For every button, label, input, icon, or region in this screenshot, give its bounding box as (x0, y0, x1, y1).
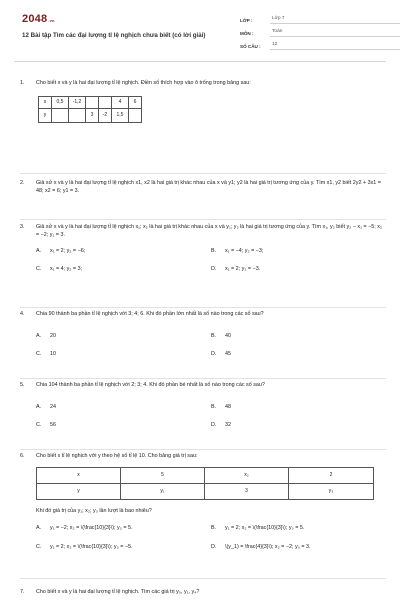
table-cell: 3 (86, 108, 99, 122)
option-d[interactable]: D. \(y_1) = \frac{4}{3}\); x₂ = −2; y₃ = 3. (211, 543, 311, 550)
option-d[interactable]: D. 32 (211, 422, 231, 429)
question-count-value: 12 (270, 42, 400, 50)
question-6 (20, 453, 386, 579)
option-b[interactable]: B. 48 (211, 403, 231, 410)
question-text: Chia 104 thành ba phần tỉ lệ nghịch với 2; 3; 4. Khi đó phần bé nhất là số nào trong các số sau? (36, 382, 265, 388)
table-cell: 1,5 (112, 108, 129, 122)
class-label: LỚP : (240, 17, 253, 23)
question-3 (20, 224, 386, 308)
document-header (14, 0, 386, 62)
table-cell: 3 (205, 483, 289, 499)
question-5 (20, 382, 386, 450)
table-cell: 5 (121, 467, 205, 483)
table-cell: 2 (289, 467, 374, 483)
subject-value: Toán (270, 29, 400, 37)
question-7 (20, 589, 386, 600)
question-2 (20, 180, 386, 220)
option-b[interactable]: B. x₁ = −4; y₂ = −3; (211, 247, 264, 254)
table-cell: y (37, 483, 121, 499)
option-a[interactable]: A. 24 (36, 403, 56, 410)
option-a[interactable]: A. x₁ = 2; y₂ = −6; (36, 247, 86, 254)
table-cell: 4 (112, 96, 129, 108)
answer-options (36, 248, 386, 274)
table-cell (69, 108, 86, 122)
table-cell: -2 (99, 108, 112, 122)
option-c[interactable]: C. 10 (36, 351, 56, 358)
value-table (36, 467, 374, 500)
question-text: Cho biết x tỉ lệ nghịch với y theo hệ số tỉ lệ 10. Cho bảng giá trị sau: (36, 453, 198, 459)
table-cell: y₁ (121, 483, 205, 499)
option-d[interactable]: D. 45 (211, 351, 231, 358)
table-cell (52, 108, 69, 122)
option-c[interactable]: C. 56 (36, 422, 56, 429)
subject-label: MÔN : (240, 30, 254, 36)
table-cell (129, 108, 142, 122)
answer-options (36, 333, 386, 359)
question-number: 5. (20, 382, 25, 388)
option-d[interactable]: D. x₁ = 2; y₂ = −3. (211, 265, 261, 272)
question-text: Chia 90 thành ba phần tỉ lệ nghịch với 3; 4; 6. Khi đó phần lớn nhất là số nào trong các số sau? (36, 311, 264, 317)
option-b[interactable]: B. 40 (211, 332, 231, 339)
answer-options (36, 525, 386, 552)
table-cell: x (37, 467, 121, 483)
table-cell: 6 (129, 96, 142, 108)
table-cell (86, 96, 99, 108)
table-row-y (39, 108, 142, 122)
table-cell (99, 96, 112, 108)
site-logo[interactable]: 2048.vn (22, 13, 55, 25)
question-number: 6. (20, 453, 25, 459)
question-number: 3. (20, 224, 25, 230)
question-text: Cho biết x và y là hai đại lượng tỉ lệ nghịch. Tìm các giá trị y₀, y₁, y₄? (36, 589, 200, 595)
question-number: 7. (20, 589, 25, 595)
question-number: 1. (20, 80, 25, 86)
table-row-y (37, 483, 374, 499)
table-cell: y₃ (289, 483, 374, 499)
value-table (38, 96, 142, 123)
table-cell: 0,5 (52, 96, 69, 108)
question-number: 4. (20, 311, 25, 317)
question-followup: Khi đó giá trị của y₁; x₂; y₃ lần lượt là bao nhiêu? (36, 507, 152, 514)
question-number: 2. (20, 180, 25, 186)
option-c[interactable]: C. x₁ = 4; y₂ = 3; (36, 265, 83, 272)
question-text: Giả sử x và y là hai đại lượng tỉ lệ nghịch x1, x2 là hai giá trị khác nhau của x và y1; y2 là hai giá trị tương ứng của y. Tìm x1, y2 biết 2y2 + 3x1 = 48; x2 = 6; y1 = 3. (36, 180, 381, 194)
option-a[interactable]: A. y₁ = −2; x₂ = \(\frac{10}{3}\); y₃ = 5. (36, 524, 133, 531)
question-count-label: SỐ CÂU : (240, 43, 261, 49)
option-c[interactable]: C. y₁ = 2; x₂ = \(\frac{10}{3}\); y₃ = −5. (36, 543, 133, 550)
document-title: 12 Bài tập Tìm các đại lượng tỉ lệ nghịch chưa biết (có lời giải) (22, 32, 206, 39)
question-1 (20, 80, 386, 174)
table-cell: y (39, 108, 52, 122)
class-value: Lớp 7 (270, 16, 400, 24)
table-row-x (39, 96, 142, 108)
question-4 (20, 311, 386, 379)
table-cell: x₂ (205, 467, 289, 483)
table-row-x (37, 467, 374, 483)
question-text: Cho biết x và y là hai đại lượng tỉ lệ nghịch. Điền số thích hợp vào ô trống trong bảng sau: (36, 80, 251, 86)
table-cell: x (39, 96, 52, 108)
document-meta (240, 14, 400, 53)
option-b[interactable]: B. y₁ = 2; x₂ = \(\frac{10}{3}\); y₃ = 5. (211, 524, 305, 531)
table-cell: -1,2 (69, 96, 86, 108)
option-a[interactable]: A. 20 (36, 332, 56, 339)
question-text: Giả sử x và y là hai đại lượng tỉ lệ nghịch x₁; x₂ là hai giá trị khác nhau của x và y₁; y₂ là hai giá trị tương ứng của y. Tìm x₁, y₂ biết y₂ − x₁ = −5; x₂ = −2; y₁ = 3. (36, 224, 383, 238)
answer-options (36, 404, 386, 430)
